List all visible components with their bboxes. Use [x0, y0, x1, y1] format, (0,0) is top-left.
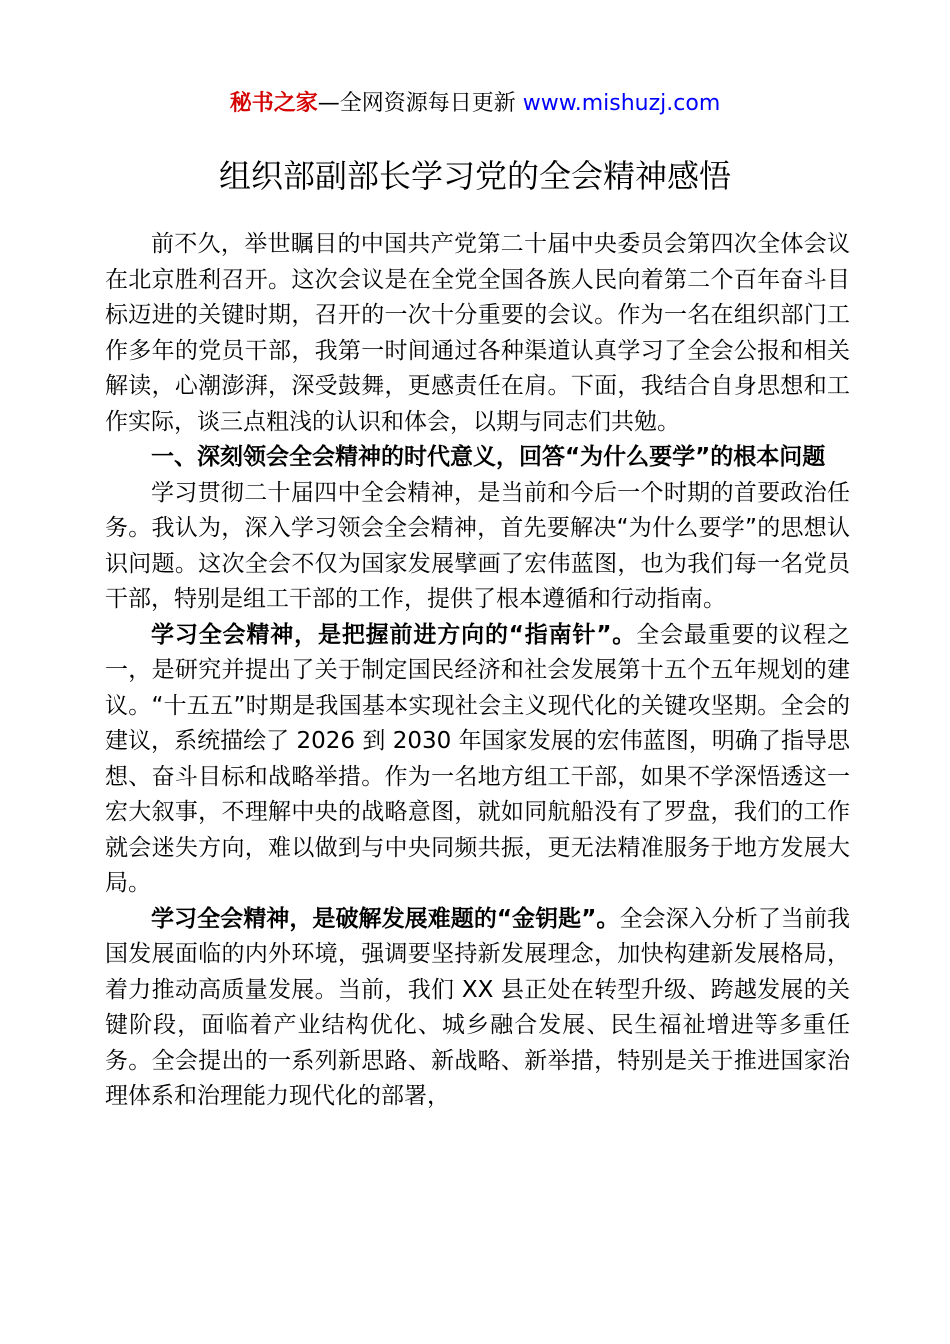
intro-paragraph: 前不久，举世瞩目的中国共产党第二十届中央委员会第四次全体会议在北京胜利召开。这次会议是在全党全国各族人民向着第二个百年奋斗目标迈进的关键时期，召开的一次十分重要的会议。作为一名在组织部门工作多年的党员干部，我第一时间通过各种渠道认真学习了全会公报和相关解读，心潮澎湃，深受鼓舞，更感责任在肩。下面，我结合自身思想和工作实际，谈三点粗浅的认识和体会，以期与同志们共勉。 — [105, 231, 850, 435]
compass-lead: 学习全会精神，是把握前进方向的“指南针”。 — [151, 621, 637, 648]
site-brand: 秘书之家 — [229, 91, 318, 116]
key-lead: 学习全会精神，是破解发展难题的“金钥匙”。 — [151, 905, 620, 932]
key-body: 全会深入分析了当前我国发展面临的内外环境，强调要坚持新发展理念，加快构建新发展格局，着力推动高质量发展。当前，我们 XX 县正处在转型升级、跨越发展的关键阶段，面临着产业结构优化、城乡融合发展、民生福祉增进等多重任务。全会提出的一系列新思路、新战略、新举措，特别是关于推进国家治理体系和治理能力现代化的部署， — [105, 905, 850, 1109]
document-body — [105, 227, 850, 1115]
key-paragraph — [105, 902, 850, 1115]
compass-body: 全会最重要的议程之一，是研究并提出了关于制定国民经济和社会发展第十五个五年规划的建议。“十五五”时期是我国基本实现社会主义现代化的关键攻坚期。全会的建议，系统描绘了 2026 到 2030 年国家发展的宏伟蓝图，明确了指导思想、奋斗目标和战略举措。作为一名地方组工干部，如果不学深悟透这一宏大叙事，不理解中央的战略意图，就如同航船没有了罗盘，我们的工作就会迷失方向，难以做到与中央同频共振，更无法精准服务于地方发展大局。 — [105, 621, 851, 896]
section-1-paragraph: 学习贯彻二十届四中全会精神，是当前和今后一个时期的首要政治任务。我认为，深入学习领会全会精神，首先要解决“为什么要学”的思想认识问题。这次全会不仅为国家发展擘画了宏伟蓝图，也为我们每一名党员干部，特别是组工干部的工作，提供了根本遵循和行动指南。 — [105, 479, 850, 612]
compass-paragraph — [105, 618, 850, 902]
site-url-link[interactable]: www.mishuzj.com — [522, 91, 721, 116]
document-title: 组织部副部长学习党的全会精神感悟 — [218, 157, 731, 195]
site-slogan: —全网资源每日更新 — [317, 91, 523, 116]
site-header — [0, 86, 950, 122]
section-heading-1: 一、深刻领会全会精神的时代意义，回答“为什么要学”的根本问题 — [151, 444, 826, 470]
